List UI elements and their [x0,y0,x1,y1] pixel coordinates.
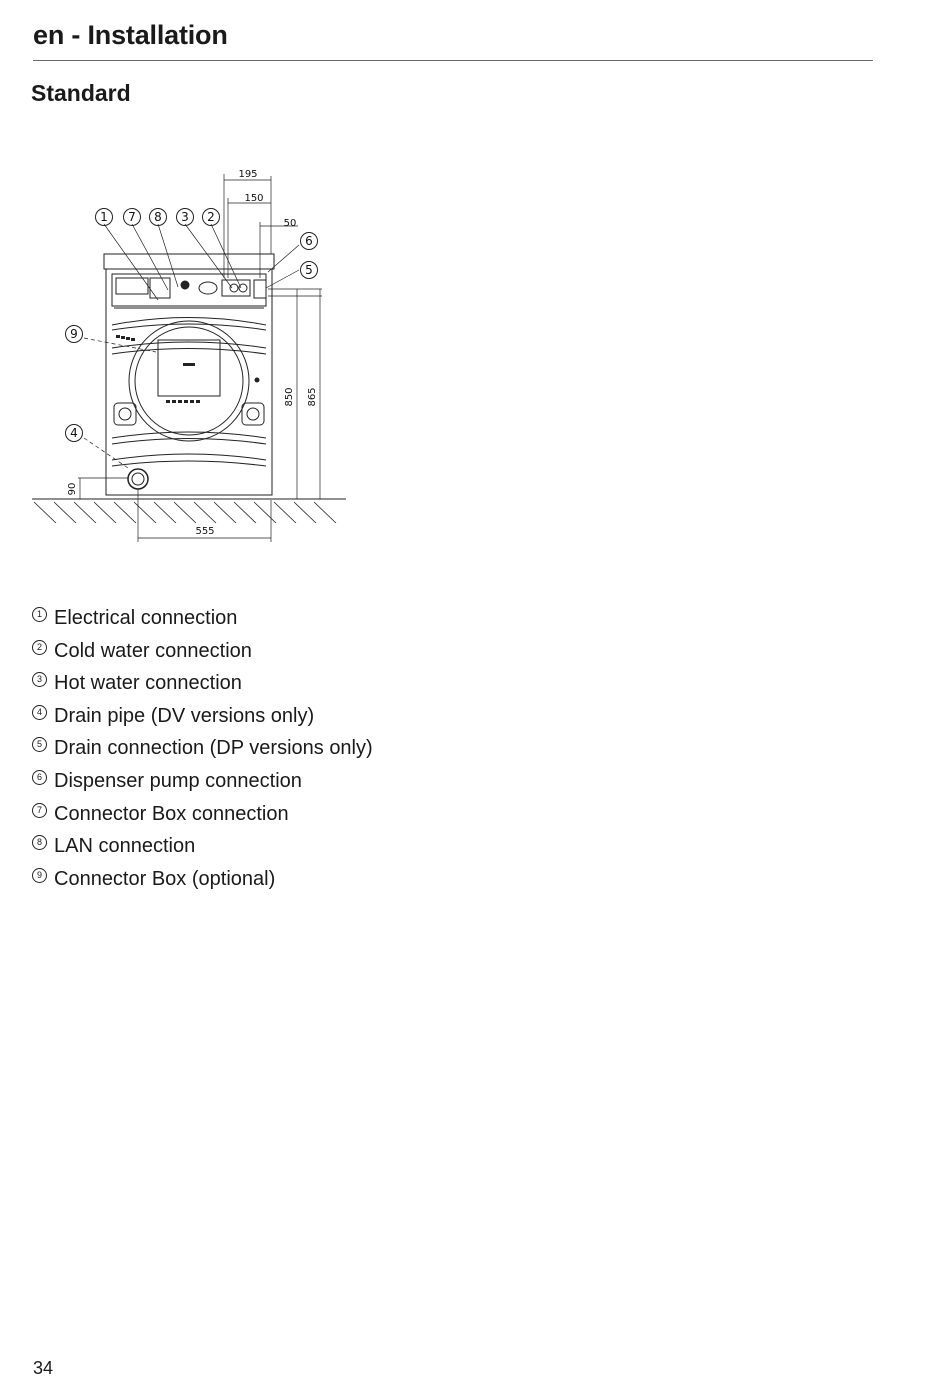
list-item [32,669,373,702]
dimension-150: 150 [244,193,264,204]
callout-7: 7 [128,210,136,224]
legend-text: Connector Box connection [54,802,289,825]
legend-number: 5 [32,737,47,752]
list-item [32,702,373,735]
callout-2: 2 [207,210,215,224]
connection-legend [32,604,373,897]
list-item [32,800,373,833]
callout-3: 3 [181,210,189,224]
legend-text: Connector Box (optional) [54,867,276,890]
legend-number: 2 [32,640,47,655]
legend-number: 3 [32,672,47,687]
legend-number: 7 [32,803,47,818]
callout-9: 9 [70,327,78,341]
legend-text: Dispenser pump connection [54,769,302,792]
callout-6: 6 [305,234,313,248]
legend-number: 6 [32,770,47,785]
legend-text: Cold water connection [54,639,252,662]
legend-text: LAN connection [54,835,196,858]
callout-8: 8 [154,210,162,224]
dimension-90: 90 [67,482,78,496]
list-item [32,734,373,767]
legend-number: 1 [32,607,47,622]
callout-1: 1 [100,210,108,224]
list-item [32,832,373,865]
dimension-850: 850 [284,387,295,407]
page-number: 34 [33,1358,54,1378]
legend-text: Drain pipe (DV versions only) [54,704,315,727]
legend-number: 8 [32,835,47,850]
callout-4: 4 [70,426,78,440]
header-title: en - Installation [33,20,228,50]
list-item [32,865,373,898]
legend-number: 9 [32,868,47,883]
legend-number: 4 [32,705,47,720]
legend-text: Electrical connection [54,607,238,629]
dimension-555: 555 [195,526,215,537]
legend-text: Drain connection (DP versions only) [54,737,373,760]
dimension-865: 865 [307,387,318,407]
section-title: Standard [31,80,131,106]
dimension-50: 50 [283,218,297,229]
header-divider [33,60,873,61]
list-item [32,604,373,637]
list-item [32,637,373,670]
installation-diagram [28,160,358,550]
legend-text: Hot water connection [54,672,242,695]
callout-5: 5 [305,263,313,277]
list-item [32,767,373,800]
dimension-195: 195 [238,169,258,180]
